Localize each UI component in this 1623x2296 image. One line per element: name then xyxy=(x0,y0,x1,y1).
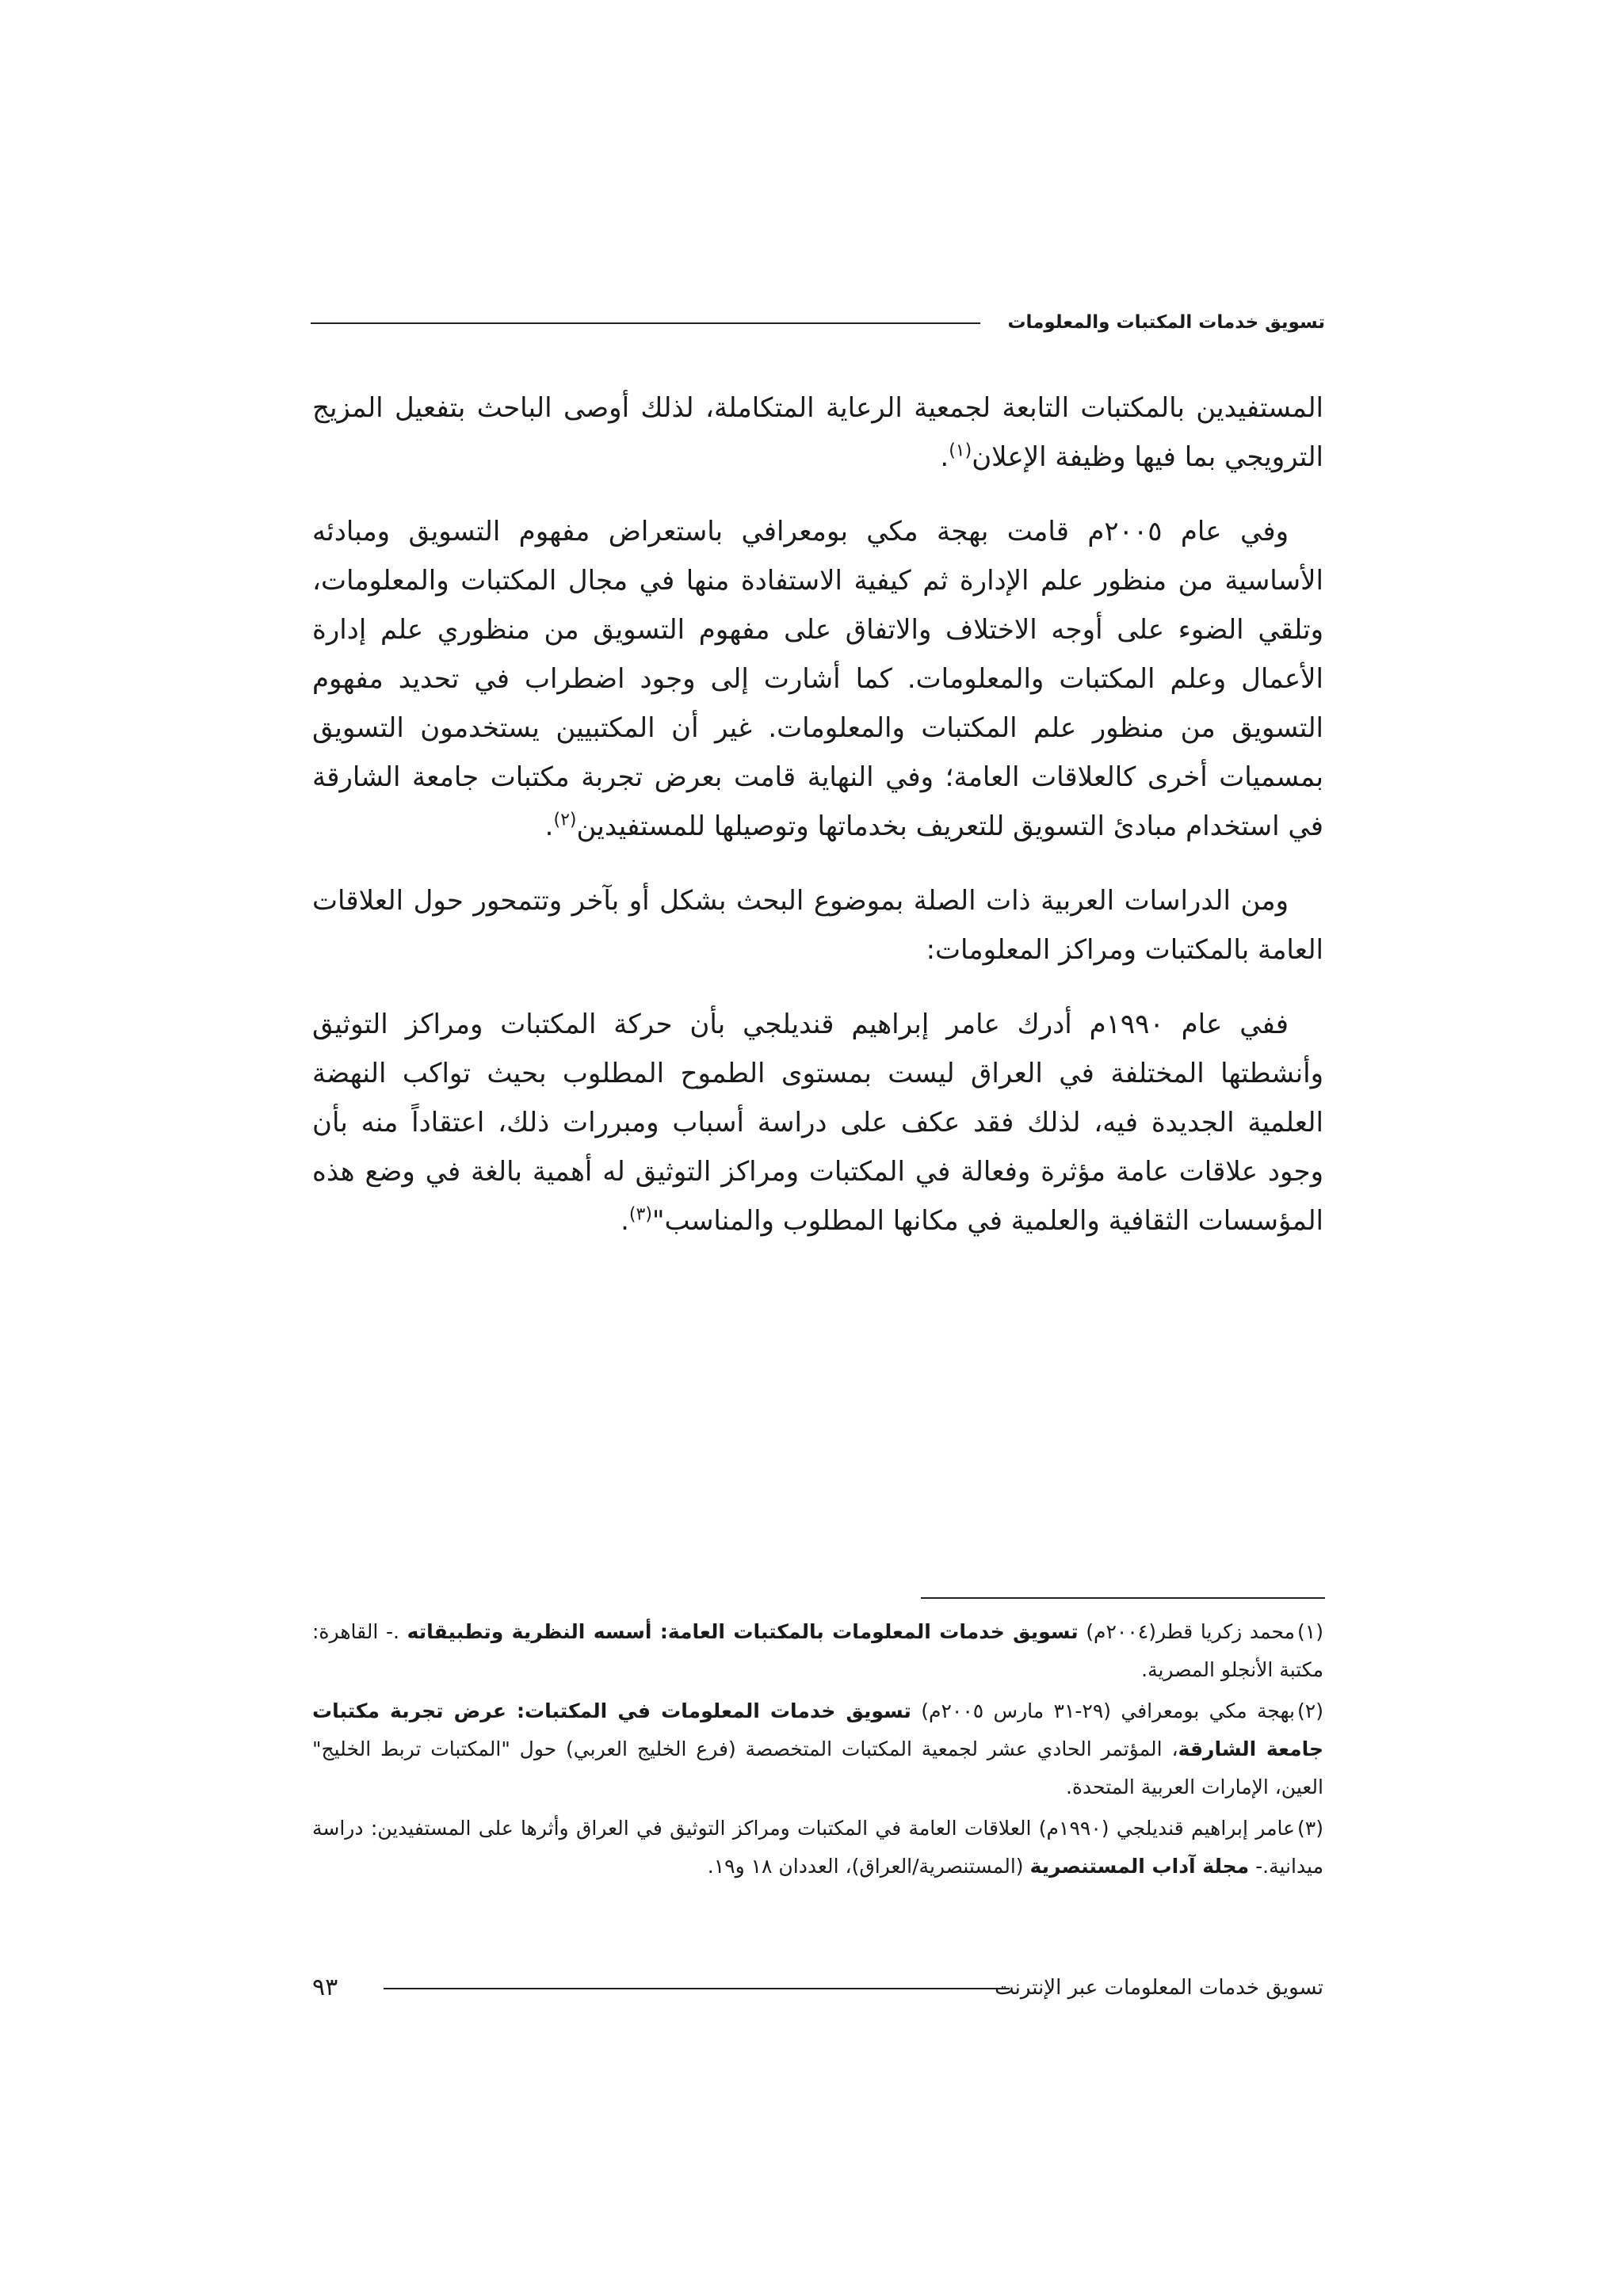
paragraph-3 xyxy=(312,876,1323,974)
paragraph-2 xyxy=(312,507,1323,851)
footnote-text: عامر إبراهيم قنديلجي (١٩٩٠م) العلاقات العامة في المكتبات ومراكز التوثيق في العراق وأثرها على المستفيدين: دراسة ميدانية.- xyxy=(312,1817,1323,1878)
footnote-text: ، المؤتمر الحادي عشر لجمعية المكتبات المتخصصة (فرع الخليج العربي) حول "المكتبات تربط الخليج" العين، الإمارات العربية المتحدة. xyxy=(312,1737,1323,1798)
paragraph-4-text: ففي عام ١٩٩٠م أدرك عامر إبراهيم قنديلجي بأن حركة المكتبات ومراكز التوثيق وأنشطتها المختلفة في العراق ليست بمستوى الطموح المطلوب بحيث تواكب النهضة العلمية الجديدة فيه، لذلك فقد عكف على دراسة أسباب ومبررات ذلك، اعتقاداً منه بأن وجود علاقات عامة مؤثرة وفعالة في المكتبات ومراكز التوثيق له أهمية بالغة في وضع هذه المؤسسات الثقافية والعلمية في مكانها المطلوب والمناسب" xyxy=(312,1009,1323,1237)
footnote-separator xyxy=(921,1597,1325,1599)
footnote-number: (٢) xyxy=(1297,1699,1323,1722)
running-header xyxy=(311,303,1325,342)
footnote-bold-title: تسويق خدمات المعلومات بالمكتبات العامة: أسسه النظرية وتطبيقاته xyxy=(407,1620,1079,1643)
footnotes xyxy=(312,1613,1323,1889)
footnote-bold-title: تسويق خدمات المعلومات في المكتبات: عرض تجربة مكتبات جامعة الشارقة xyxy=(312,1699,1323,1760)
footnote-1 xyxy=(312,1613,1323,1689)
footnote-text: محمد زكريا قطر(٢٠٠٤م) xyxy=(1078,1620,1295,1643)
footnote-number: (٣) xyxy=(1297,1817,1323,1840)
body-text xyxy=(312,383,1323,1271)
page-number: ٩٣ xyxy=(312,1974,338,2001)
footer-book-title: تسويق خدمات المعلومات عبر الإنترنت xyxy=(995,1976,1323,2000)
paragraph-2-text: وفي عام ٢٠٠٥م قامت بهجة مكي بومعرافي باستعراض مفهوم التسويق ومبادئه الأساسية من منظور علم الإدارة ثم كيفية الاستفادة منها في مجال المكتبات والمعلومات، وتلقي الضوء على أوجه الاختلاف والاتفاق على مفهوم التسويق من منظوري علم إدارة الأعمال وعلم المكتبات والمعلومات. كما أشارت إلى وجود اضطراب في تحديد مفهوم التسويق من منظور علم المكتبات والمعلومات. غير أن المكتبيين يستخدمون التسويق بمسميات أخرى كالعلاقات العامة؛ وفي النهاية قامت بعرض تجربة مكتبات جامعة الشارقة في استخدام مبادئ التسويق للتعريف بخدماتها وتوصيلها للمستفيدين xyxy=(312,516,1323,842)
footnote-ref-3: (٣) xyxy=(628,1204,652,1225)
footnote-text: .- القاهرة: مكتبة الأنجلو المصرية. xyxy=(312,1620,1323,1681)
paragraph-1 xyxy=(312,383,1323,482)
running-header-title: تسويق خدمات المكتبات والمعلومات xyxy=(1007,312,1325,333)
footer-rule xyxy=(384,1988,1010,1989)
footnote-text: بهجة مكي بومعرافي (٢٩-٣١ مارس ٢٠٠٥م) xyxy=(911,1699,1295,1722)
footnote-2 xyxy=(312,1692,1323,1806)
page-footer xyxy=(312,1968,1323,2008)
header-rule xyxy=(311,322,980,324)
paragraph-1-text: المستفيدين بالمكتبات التابعة لجمعية الرعاية المتكاملة، لذلك أوصى الباحث بتفعيل المزيج الترويجي بما فيها وظيفة الإعلان xyxy=(312,392,1323,473)
footnote-bold-title: مجلة آداب المستنصرية xyxy=(1029,1855,1250,1878)
paragraph-1-end: . xyxy=(940,441,949,473)
footnote-ref-1: (١) xyxy=(949,441,972,461)
paragraph-4 xyxy=(312,1000,1323,1245)
footnote-ref-2: (٢) xyxy=(553,810,577,830)
paragraph-4-end: . xyxy=(621,1205,629,1237)
paragraph-2-end: . xyxy=(544,810,554,842)
paragraph-3-text: ومن الدراسات العربية ذات الصلة بموضوع البحث بشكل أو بآخر وتتمحور حول العلاقات العامة بالمكتبات ومراكز المعلومات: xyxy=(312,885,1323,966)
footnote-text: (المستنصرية/العراق)، العددان ١٨ و١٩. xyxy=(707,1855,1030,1878)
footnote-number: (١) xyxy=(1297,1620,1323,1643)
footnote-3 xyxy=(312,1810,1323,1886)
